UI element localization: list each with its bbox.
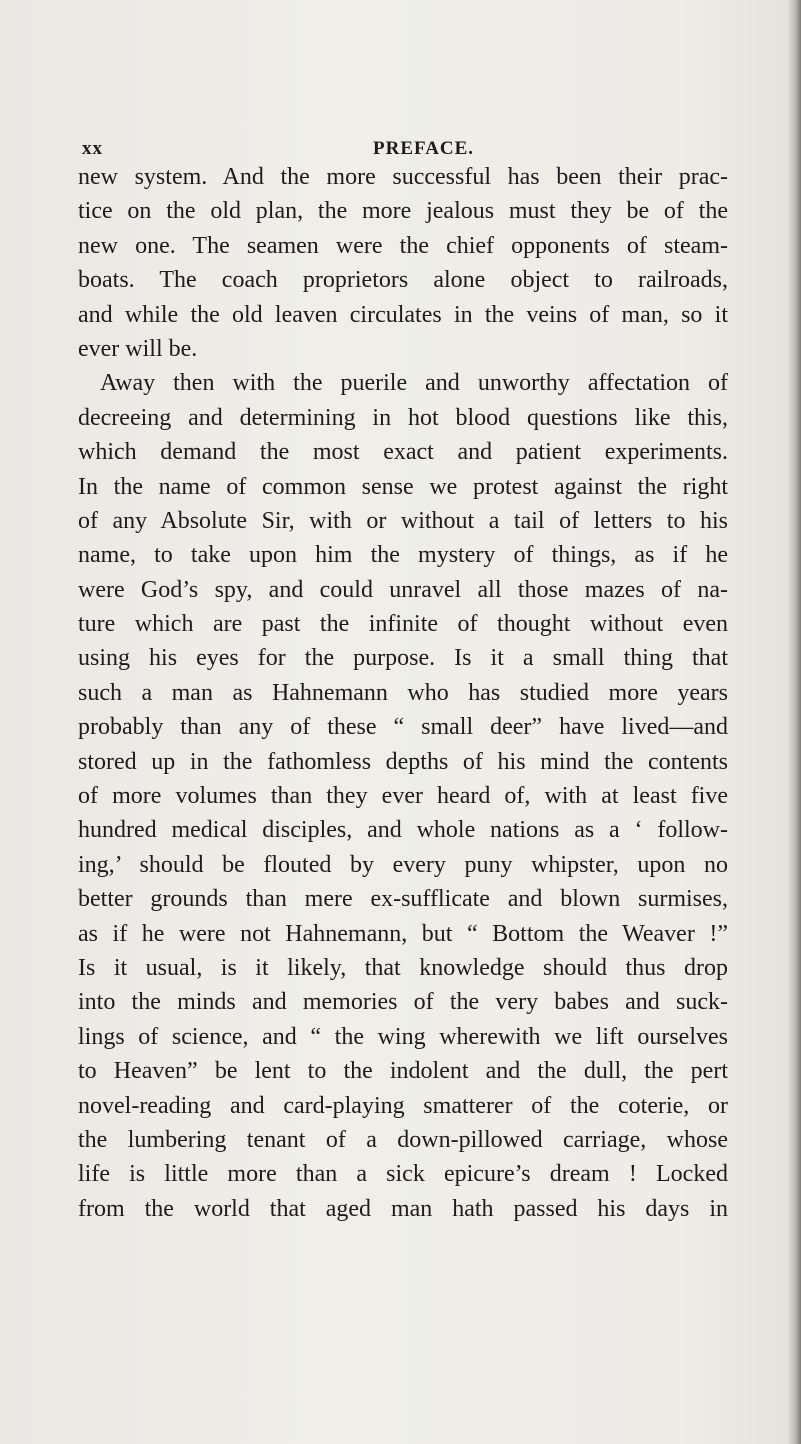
text-line: Is it usual, is it likely, that knowledge should thus drop (78, 954, 728, 981)
text-line: life is little more than a sick epicure’s dream ! Locked (78, 1161, 728, 1188)
text-line: hundred medical disciples, and whole nations as a ‘ follow- (78, 817, 728, 844)
text-line: boats. The coach proprietors alone object to railroads, (78, 267, 728, 294)
text-line: name, to take upon him the mystery of things, as if he (78, 542, 728, 569)
text-line: better grounds than mere ex-sufflicate and blown surmises, (78, 886, 728, 913)
text-line: such a man as Hahnemann who has studied more years (78, 679, 728, 706)
text-line: were God’s spy, and could unravel all those mazes of na- (78, 576, 728, 603)
text-line: ever will be. (78, 335, 198, 362)
text-line: into the minds and memories of the very babes and suck- (78, 989, 728, 1016)
text-line: to Heaven” be lent to the indolent and the dull, the pert (78, 1058, 728, 1085)
text-line: Away then with the puerile and unworthy affectation of (100, 370, 728, 397)
text-line: ture which are past the infinite of thought without even (78, 611, 728, 638)
text-line: which demand the most exact and patient experiments. (78, 439, 728, 466)
text-line: and while the old leaven circulates in the veins of man, so it (78, 301, 728, 328)
running-title: PREFACE. (373, 138, 475, 159)
page-number: xx (82, 138, 103, 159)
text-line: the lumbering tenant of a down-pillowed carriage, whose (78, 1126, 728, 1153)
page-edge-shadow (787, 0, 801, 1444)
text-line: decreeing and determining in hot blood questions like this, (78, 404, 728, 431)
text-line: new system. And the more successful has been their prac- (78, 164, 728, 190)
text-line: from the world that aged man hath passed his days in (78, 1195, 728, 1222)
text-line: using his eyes for the purpose. Is it a small thing that (78, 645, 728, 672)
text-line: tice on the old plan, the more jealous must they be of the (78, 198, 728, 225)
text-line: lings of science, and “ the wing wherewith we lift ourselves (78, 1023, 728, 1050)
text-line: In the name of common sense we protest against the right (78, 473, 728, 500)
text-line: ing,’ should be flouted by every puny whipster, upon no (78, 851, 728, 878)
text-line: probably than any of these “ small deer” have lived—and (78, 714, 728, 741)
body-text (78, 160, 728, 1226)
text-line: novel-reading and card-playing smatterer of the coterie, or (78, 1092, 728, 1119)
text-line: stored up in the fathomless depths of his mind the contents (78, 748, 728, 775)
text-line: as if he were not Hahnemann, but “ Bottom the Weaver !” (78, 920, 728, 947)
text-line: of any Absolute Sir, with or without a tail of letters to his (78, 507, 728, 534)
text-line: new one. The seamen were the chief opponents of steam- (78, 232, 728, 259)
text-line: of more volumes than they ever heard of, with at least five (78, 783, 728, 810)
